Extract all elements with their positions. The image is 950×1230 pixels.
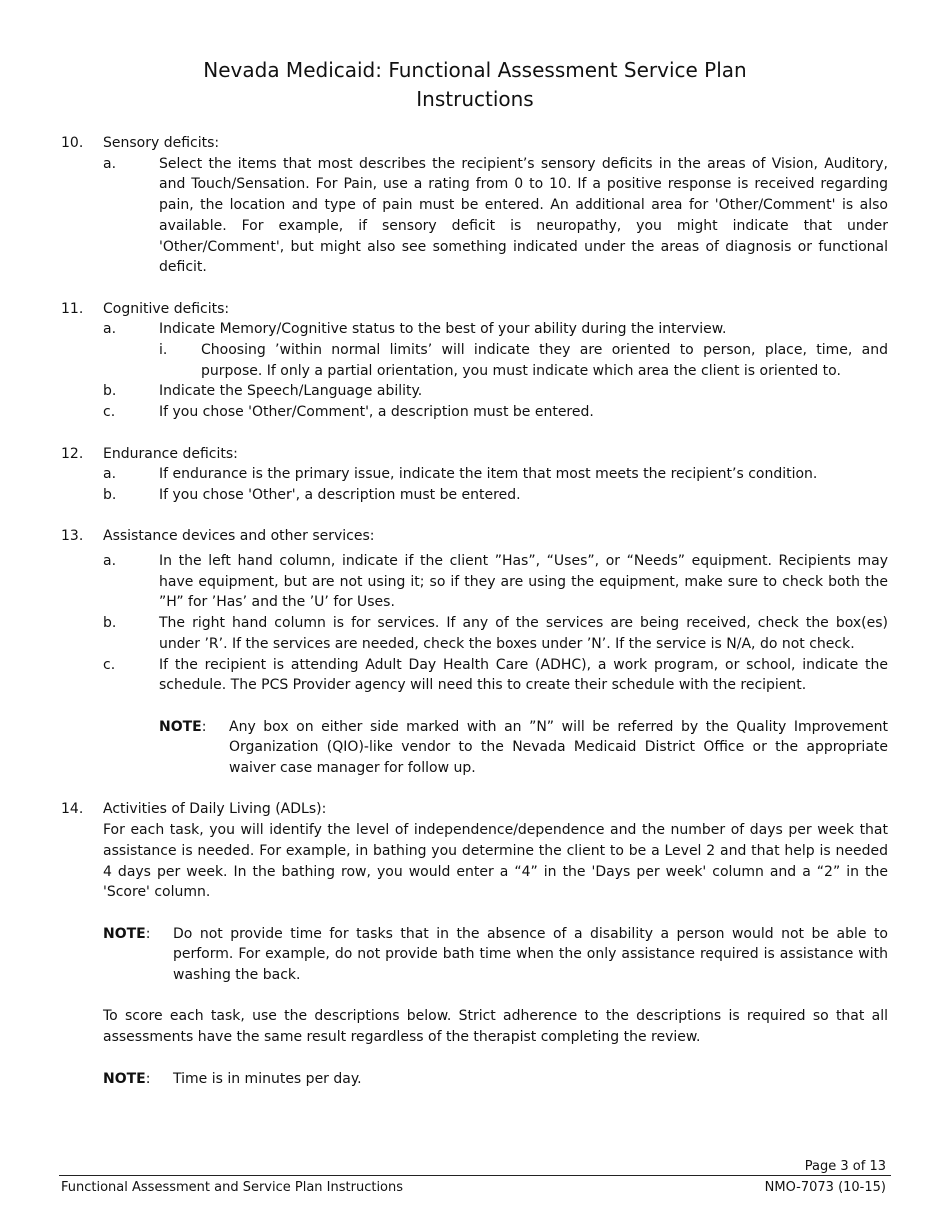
section-number: 14. — [61, 801, 84, 818]
page-number: Page 3 of 13 — [804, 1159, 886, 1174]
item-text: The right hand column is for services. If any of the services are being received, check the box(es) under ’R’. If the services are needed, check the boxes under ’N’. If the service is N/A, do not check. — [159, 615, 888, 652]
item-text: If you chose 'Other', a description must be entered. — [159, 486, 521, 503]
note-colon: : — [145, 1070, 151, 1087]
document-body — [61, 133, 888, 1089]
note-block — [159, 717, 888, 779]
note-label: NOTE — [103, 925, 146, 942]
item-label: c. — [103, 656, 116, 673]
item-label: b. — [103, 383, 117, 400]
section-heading: Activities of Daily Living (ADLs): — [103, 801, 327, 818]
section-number: 10. — [61, 135, 84, 151]
item-label: b. — [103, 615, 117, 632]
item-text: If the recipient is attending Adult Day Health Care (ADHC), a work program, or school, indicate the schedule. The PCS Provider agency will need this to create their schedule with the recipient. — [159, 656, 888, 694]
item-label: b. — [103, 486, 117, 503]
score-instructions: To score each task, use the descriptions below. Strict adherence to the descriptions is required so that all assessments have the same result regardless of the therapist completing the review. — [103, 1008, 888, 1046]
section-12 — [61, 444, 888, 506]
section-heading: Assistance devices and other services: — [103, 528, 375, 545]
note-colon: : — [201, 718, 207, 735]
section-10 — [61, 133, 888, 278]
note-label: NOTE — [103, 1070, 146, 1087]
item-label: c. — [103, 404, 116, 421]
item-label: a. — [103, 321, 117, 338]
section-number: 12. — [61, 445, 84, 462]
item-text: Indicate the Speech/Language ability. — [159, 383, 423, 400]
item-text: Select the items that most describes the recipient’s sensory deficits in the areas of Vision, Auditory, and Touch/Sensation. For Pain, use a rating from 0 to 10. If a positive response is received regarding pain, the location and type of pain must be entered. An additional area for 'Other/Comment' is also available. For example, if sensory deficit is neuropathy, you might indicate that under 'Other/Comment', but might also see something indicated under the areas of diagnosis or functional deficit. — [159, 155, 888, 276]
note-label: NOTE — [159, 718, 202, 735]
section-heading: Endurance deficits: — [103, 445, 238, 462]
section-number: 11. — [61, 300, 84, 317]
page-title — [0, 56, 950, 114]
item-label: a. — [103, 466, 117, 483]
item-text: If endurance is the primary issue, indicate the item that most meets the recipient’s condition. — [159, 466, 818, 483]
section-number: 13. — [61, 528, 84, 545]
item-label: a. — [103, 553, 117, 570]
section-heading: Sensory deficits: — [103, 135, 220, 151]
footer-divider — [59, 1175, 891, 1176]
subitem-text: Choosing ’within normal limits’ will indicate they are oriented to person, place, time, and purpose. If only a partial orientation, you must indicate which area the client is oriented to. — [201, 342, 888, 379]
note-text: Time is in minutes per day. — [173, 1070, 362, 1087]
note-text: Any box on either side marked with an ”N” will be referred by the Quality Improvement Organization (QIO)-like vendor to the Nevada Medicaid District Office or the appropriate waiver case manager for follow up. — [229, 718, 888, 777]
section-13 — [61, 526, 888, 778]
item-text: If you chose 'Other/Comment', a description must be entered. — [159, 404, 594, 421]
item-text: Indicate Memory/Cognitive status to the best of your ability during the interview. — [159, 321, 727, 338]
title-line-2: Instructions — [416, 87, 534, 111]
note-block — [103, 924, 888, 986]
note-colon: : — [145, 925, 151, 942]
section-14 — [61, 799, 888, 1089]
section-11 — [61, 299, 888, 423]
item-text: In the left hand column, indicate if the client ”Has”, “Uses”, or “Needs” equipment. Recipients may have equipment, but are not using it; so if they are using the equipment, make sure to check both the ”H” for ’Has’ and the ’U’ for Uses. — [159, 553, 888, 611]
note-block — [103, 1069, 888, 1090]
section-heading: Cognitive deficits: — [103, 300, 230, 317]
item-label: a. — [103, 155, 117, 172]
footer-document-title: Functional Assessment and Service Plan Instructions — [61, 1180, 404, 1195]
footer-form-number: NMO-7073 (10-15) — [764, 1180, 886, 1195]
title-line-1: Nevada Medicaid: Functional Assessment Service Plan — [203, 58, 747, 82]
note-text: Do not provide time for tasks that in the absence of a disability a person would not be able to perform. For example, do not provide bath time when the only assistance required is assistance with washing the back. — [173, 925, 888, 984]
section-intro: For each task, you will identify the level of independence/dependence and the number of days per week that assistance is needed. For example, in bathing you determine the client to be a Level 2 and that help is needed 4 days per week. In the bathing row, you would enter a “4” in the 'Days per week' column and a “2” in the 'Score' column. — [103, 822, 888, 901]
subitem-label: i. — [159, 342, 168, 359]
